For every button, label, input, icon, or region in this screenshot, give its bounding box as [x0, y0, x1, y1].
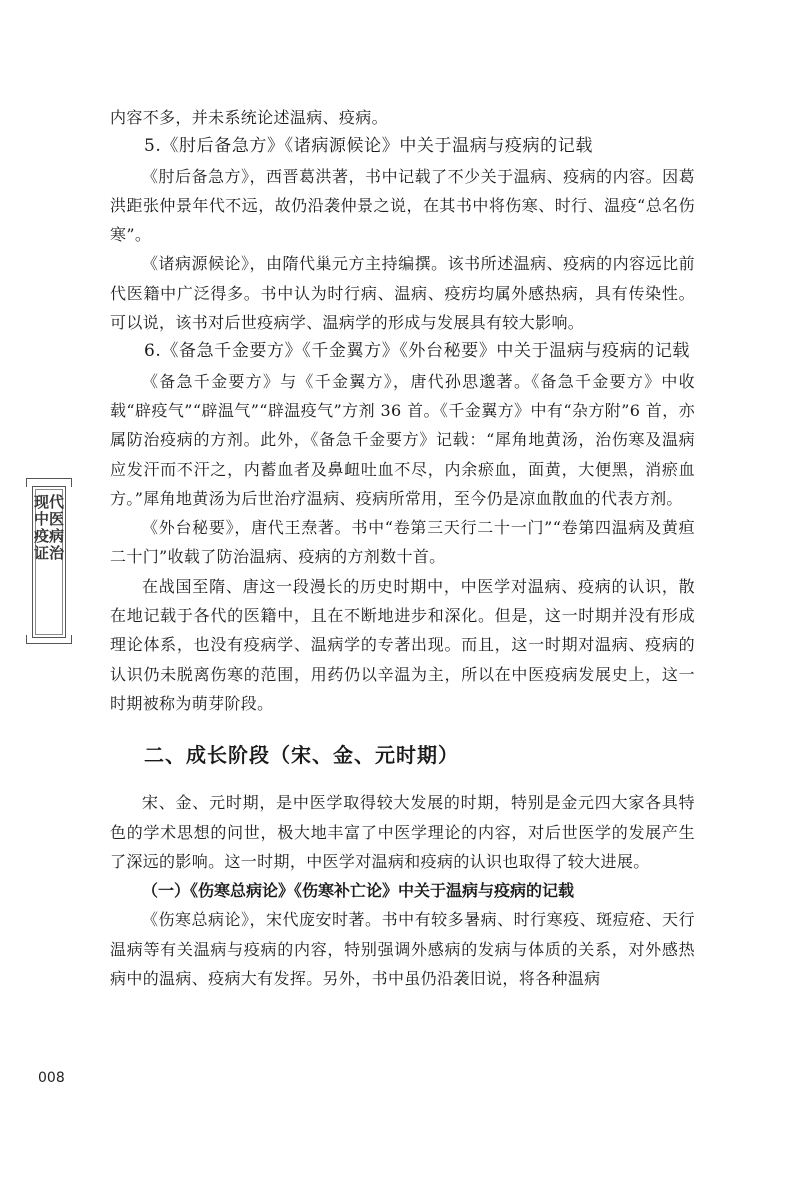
book-title-vertical: 现代中医疫病证治 [34, 493, 65, 562]
subheading-item-6: 6.《备急千金要方》《千金翼方》《外台秘要》中关于温病与疫病的记载 [144, 341, 691, 362]
page-body [110, 103, 695, 993]
paragraph-continued: 内容不多，并未系统论述温病、疫病。 [110, 108, 388, 127]
section-heading: 二、成长阶段（宋、金、元时期） [144, 743, 459, 768]
paragraph-shanghan-zongbing: 《伤寒总病论》，宋代庞安时著。书中有较多暑病、时行寒疫、斑痘疮、天行温病等有关温病与疫病的内容，特别强调外感病的发病与体质的关系，对外感热病中的温病、疫病大有发挥。另外，书中虽仍沿袭旧说，将各种温病 [110, 910, 695, 989]
paragraph-zhouhou: 《肘后备急方》，西晋葛洪著，书中记载了不少关于温病、疫病的内容。因葛洪距张仲景年代不远，故仍沿袭仲景之说，在其书中将伤寒、时行、温疫“总名伤寒”。 [110, 166, 695, 245]
subsection-heading: （一）《伤寒总病论》《伤寒补亡论》中关于温病与疫病的记载 [142, 881, 575, 901]
paragraph-zhubing: 《诸病源候论》，由隋代巢元方主持编撰。该书所述温病、疫病的内容远比前代医籍中广泛得多。书中认为时行病、温病、疫疠均属外感热病，具有传染性。可以说，该书对后世疫病学、温病学的形成与发展具有较大影响。 [110, 254, 695, 333]
page-number: 008 [38, 1070, 65, 1086]
tab-bottom-ornament [26, 635, 72, 644]
paragraph-waitai: 《外台秘要》，唐代王焘著。书中“卷第三天行二十一门”“卷第四温病及黄疸二十门”收载了防治温病、疫病的方剂数十首。 [110, 518, 695, 567]
paragraph-qianjin: 《备急千金要方》与《千金翼方》，唐代孙思邈著。《备急千金要方》中收载“辟疫气”“辟温气”“辟温疫气”方剂 36 首。《千金翼方》中有“杂方附”6 首，亦属防治疫病的方剂。此外，《备急千金要方》记载：“犀角地黄汤，治伤寒及温病应发汗而不汗之，内蓄血者及鼻衄吐血不尽，内余瘀血，面黄，大便黑，消瘀血方。”犀角地黄汤为后世治疗温病、疫病所常用，至今仍是凉血散血的代表方剂。 [110, 371, 695, 508]
book-title-tab [26, 478, 72, 650]
subheading-item-5: 5.《肘后备急方》《诸病源候论》中关于温病与疫病的记载 [144, 136, 593, 157]
paragraph-summary: 在战国至隋、唐这一段漫长的历史时期中，中医学对温病、疫病的认识，散在地记载于各代的医籍中，且在不断地进步和深化。但是，这一时期并没有形成理论体系，也没有疫病学、温病学的专著出现。而且，这一时期对温病、疫病的认识仍未脱离伤寒的范围，用药仍以辛温为主，所以在中医疫病发展史上，这一时期被称为萌芽阶段。 [110, 576, 695, 713]
paragraph-song-jin-yuan: 宋、金、元时期，是中医学取得较大发展的时期，特别是金元四大家各具特色的学术思想的问世，极大地丰富了中医学理论的内容，对后世医学的发展产生了深远的影响。这一时期，中医学对温病和疫病的认识也取得了较大进展。 [110, 793, 695, 871]
